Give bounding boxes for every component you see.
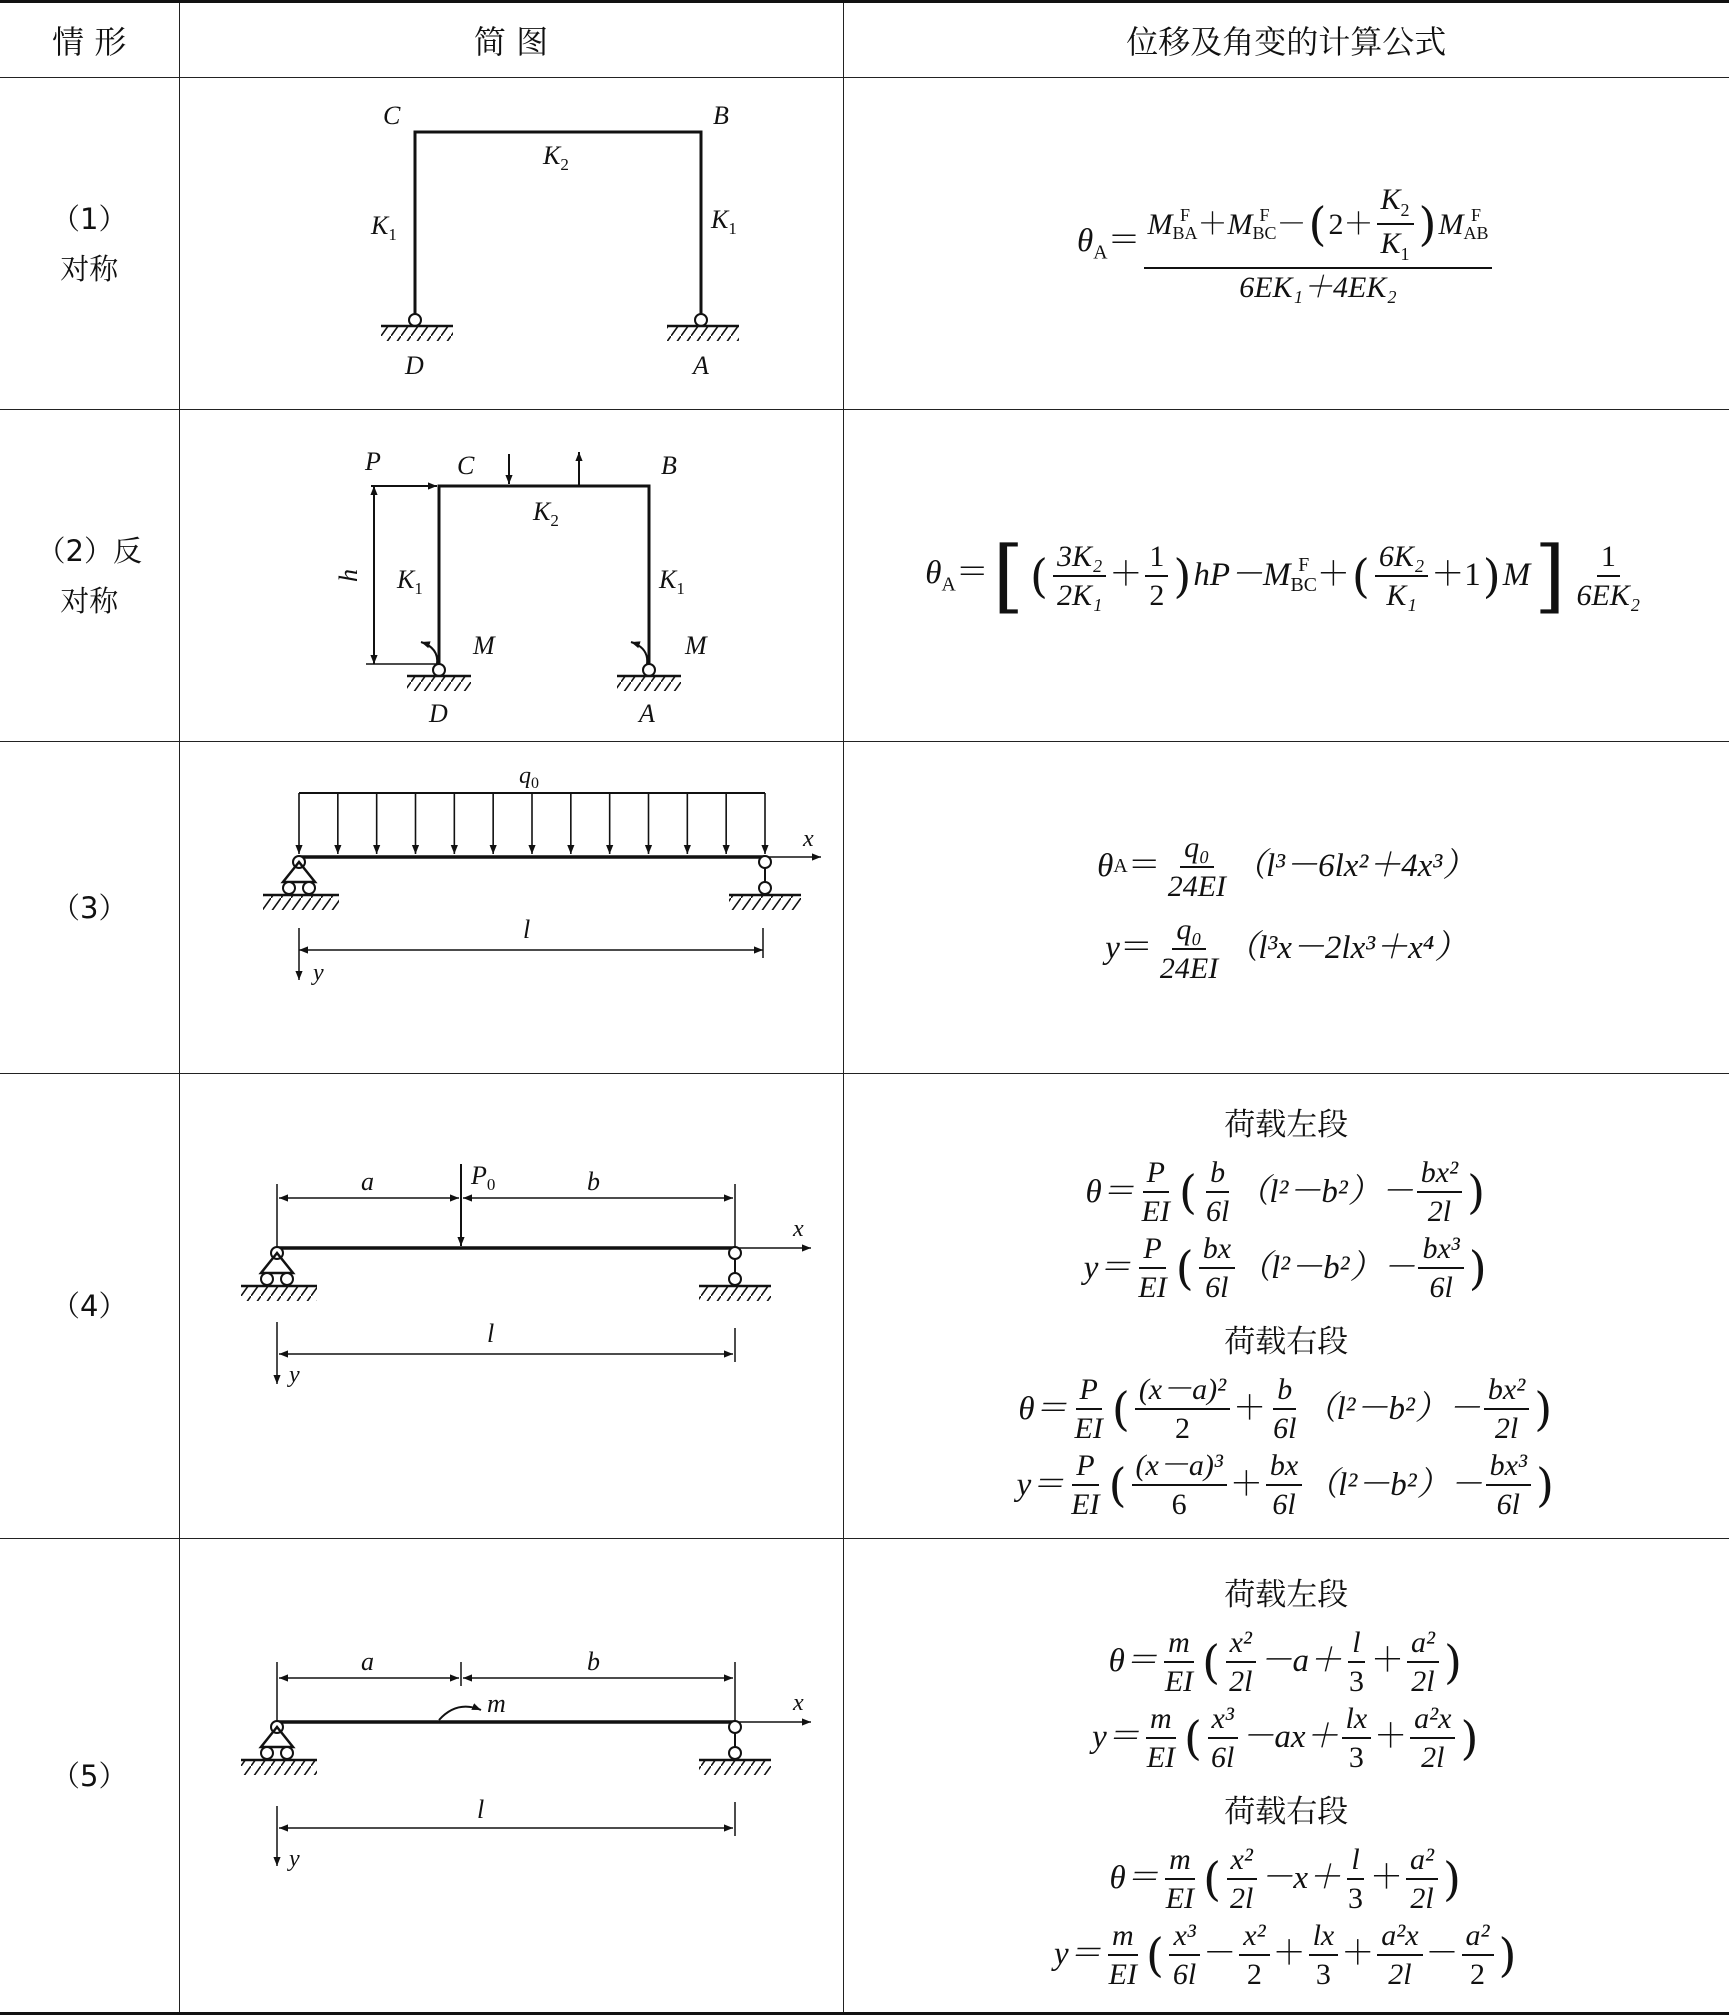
x-axis-label: x — [793, 1689, 804, 1716]
diagram-cell — [179, 1074, 843, 1539]
formula-y-right: y＝ m EI ( x³ 6l － x² 2 ＋ lx 3 ＋ a²x 2l － a² 2 ) — [1053, 1918, 1517, 1991]
hinge-support — [643, 664, 655, 676]
node-label-b: B — [661, 450, 677, 480]
formula-cell — [843, 78, 1729, 410]
length-label: l — [523, 914, 531, 944]
stiffness-label-k2: $K_2$ — [543, 140, 569, 174]
frame-diagram-symmetric — [231, 84, 791, 404]
beam-diagram-point-moment — [191, 1626, 831, 1926]
roller-link — [729, 1247, 741, 1259]
formula-cell — [843, 1074, 1729, 1539]
segment-heading-left: 荷载左段 — [1224, 1576, 1349, 1613]
formula-theta-left: θ＝ m EI ( x² 2l －a＋ l 3 ＋ a² 2l ) — [1108, 1625, 1462, 1698]
table-row — [0, 742, 1729, 1074]
length-label: l — [477, 1794, 485, 1824]
case-cell — [0, 742, 179, 1074]
table-row — [0, 410, 1729, 742]
case-cell — [0, 78, 179, 410]
formula-y-uniform: y ＝ q₀ 24EI （l³x－2lx³＋x⁴） — [1105, 912, 1468, 985]
case-label: 对称 — [60, 583, 119, 618]
formula-cell — [843, 1539, 1729, 2014]
formula-theta-right: θ＝ P EI ( (x－a)² 2 ＋ b 6l （l²－b²）－ bx² 2l ) — [1018, 1373, 1553, 1445]
formula-cell — [843, 410, 1729, 742]
formula-theta-right: θ＝ m EI ( x² 2l －x＋ l 3 ＋ a² 2l ) — [1109, 1842, 1461, 1915]
roller-link — [759, 856, 771, 868]
beam-diagram-point-load — [191, 1156, 831, 1456]
moment-label-m: m — [487, 1688, 506, 1718]
load-label-q0: $q_0$ — [519, 762, 539, 792]
case-label: （4） — [51, 1289, 128, 1323]
roller-link — [729, 1273, 741, 1285]
case-label: 对称 — [60, 251, 119, 286]
dimension-label-b: b — [587, 1167, 600, 1196]
moment-arrow — [631, 642, 647, 664]
distributed-load-arrows — [299, 793, 765, 854]
table-row — [0, 78, 1729, 410]
ground-hatch — [699, 1761, 771, 1775]
stiffness-label-k2: $K_2$ — [533, 496, 559, 530]
node-label-b: B — [713, 100, 729, 130]
hinge-support — [433, 664, 445, 676]
y-axis-label: y — [289, 1845, 300, 1872]
roller — [303, 882, 315, 894]
header-case: 情 形 — [0, 2, 179, 78]
node-label-c: C — [457, 450, 475, 480]
ground-hatch — [263, 896, 339, 910]
y-axis-label: y — [313, 959, 324, 986]
node-label-d: D — [405, 350, 424, 380]
segment-heading-right: 荷载右段 — [1224, 1324, 1349, 1360]
height-label-h: h — [334, 568, 363, 582]
case-label: （5） — [51, 1758, 128, 1793]
y-axis-label: y — [289, 1362, 300, 1388]
formula-y-left: y＝ m EI ( x³ 6l －ax＋ lx 3 ＋ a²x 2l ) — [1092, 1701, 1479, 1774]
moment-label-m: M — [685, 630, 707, 660]
dimension-label-a: a — [361, 1167, 374, 1196]
beam-diagram-uniform-load — [201, 758, 821, 1058]
header-formula: 位移及角变的计算公式 — [843, 2, 1729, 78]
dimension-label-b: b — [587, 1646, 600, 1676]
ground-hatch — [241, 1761, 317, 1775]
stiffness-label-k1: $K_1$ — [711, 204, 737, 238]
hinge-support — [409, 314, 421, 326]
ground-hatch — [699, 1287, 771, 1301]
x-axis-label: x — [793, 1216, 804, 1242]
formula-cell — [843, 742, 1729, 1074]
ground-hatch — [407, 677, 471, 691]
formula-theta-left: θ＝ P EI ( b 6l （l²－b²）－ bx² 2l ) — [1085, 1156, 1486, 1228]
ground-hatch — [241, 1287, 317, 1301]
roller — [281, 1273, 293, 1285]
ground-hatch — [667, 327, 739, 341]
diagram-cell — [179, 78, 843, 410]
node-label-d: D — [429, 698, 448, 728]
diagram-cell — [179, 742, 843, 1074]
ground-hatch — [617, 677, 681, 691]
header-diagram: 简 图 — [179, 2, 843, 78]
segment-heading-right: 荷载右段 — [1224, 1793, 1349, 1830]
formula-theta-a-symmetric: $\theta_A=$ M F BA ＋ M F BC － ( 2＋ $K_2$ $K_1$ ) M F AB 6EK₁＋4EK₂ — [1077, 183, 1495, 304]
node-label-a: A — [639, 698, 655, 728]
moment-arrow — [439, 1706, 481, 1719]
case-cell — [0, 1074, 179, 1539]
roller-link — [729, 1721, 741, 1733]
formula-y-right: y＝ P EI ( (x－a)³ 6 ＋ bx 6l （l²－b²）－ bx³ 6l ) — [1016, 1449, 1554, 1521]
length-label: l — [487, 1319, 495, 1348]
load-label-p0: $P_0$ — [471, 1161, 496, 1194]
frame-diagram-antisymmetric — [231, 416, 791, 736]
header-row — [0, 2, 1729, 78]
roller-link — [759, 882, 771, 894]
roller — [261, 1747, 273, 1759]
roller — [283, 882, 295, 894]
ground-hatch — [381, 327, 453, 341]
segment-heading-left: 荷载左段 — [1224, 1107, 1349, 1143]
case-cell — [0, 1539, 179, 2014]
node-label-c: C — [383, 100, 401, 130]
table-row — [0, 1074, 1729, 1539]
formula-y-left: y＝ P EI ( bx 6l （l²－b²）－ bx³ 6l ) — [1083, 1232, 1487, 1304]
hinge-support — [695, 314, 707, 326]
case-cell — [0, 410, 179, 742]
table-row — [0, 1539, 1729, 2014]
moment-label-m: M — [473, 630, 495, 660]
formula-theta-a-antisymmetric: $\theta_A=$ [ ( 3K₂ 2K₁ ＋ 1 2 ) hP－M F BC ＋ ( 6K₂ K₁ ＋1 ) M ] 1 6EK₂ — [925, 528, 1641, 622]
load-label-p: P — [365, 446, 381, 476]
node-label-a: A — [693, 350, 709, 380]
formula-theta-a-uniform: θ A ＝ q₀ 24EI （l³－6lx²＋4x³） — [1097, 830, 1476, 903]
stiffness-label-k1: $K_1$ — [371, 210, 397, 244]
x-axis-label: x — [803, 825, 814, 852]
case-label: （3） — [51, 890, 128, 925]
dimension-label-a: a — [361, 1646, 374, 1676]
diagram-cell — [179, 410, 843, 742]
diagram-cell — [179, 1539, 843, 2014]
roller-link — [729, 1747, 741, 1759]
roller — [261, 1273, 273, 1285]
case-label: （2）反 — [36, 533, 142, 568]
moment-arrow — [421, 642, 437, 664]
roller — [281, 1747, 293, 1759]
stiffness-label-k1: $K_1$ — [659, 564, 685, 598]
ground-hatch — [729, 896, 801, 910]
case-label: （1） — [51, 201, 128, 236]
stiffness-label-k1: $K_1$ — [397, 564, 423, 598]
